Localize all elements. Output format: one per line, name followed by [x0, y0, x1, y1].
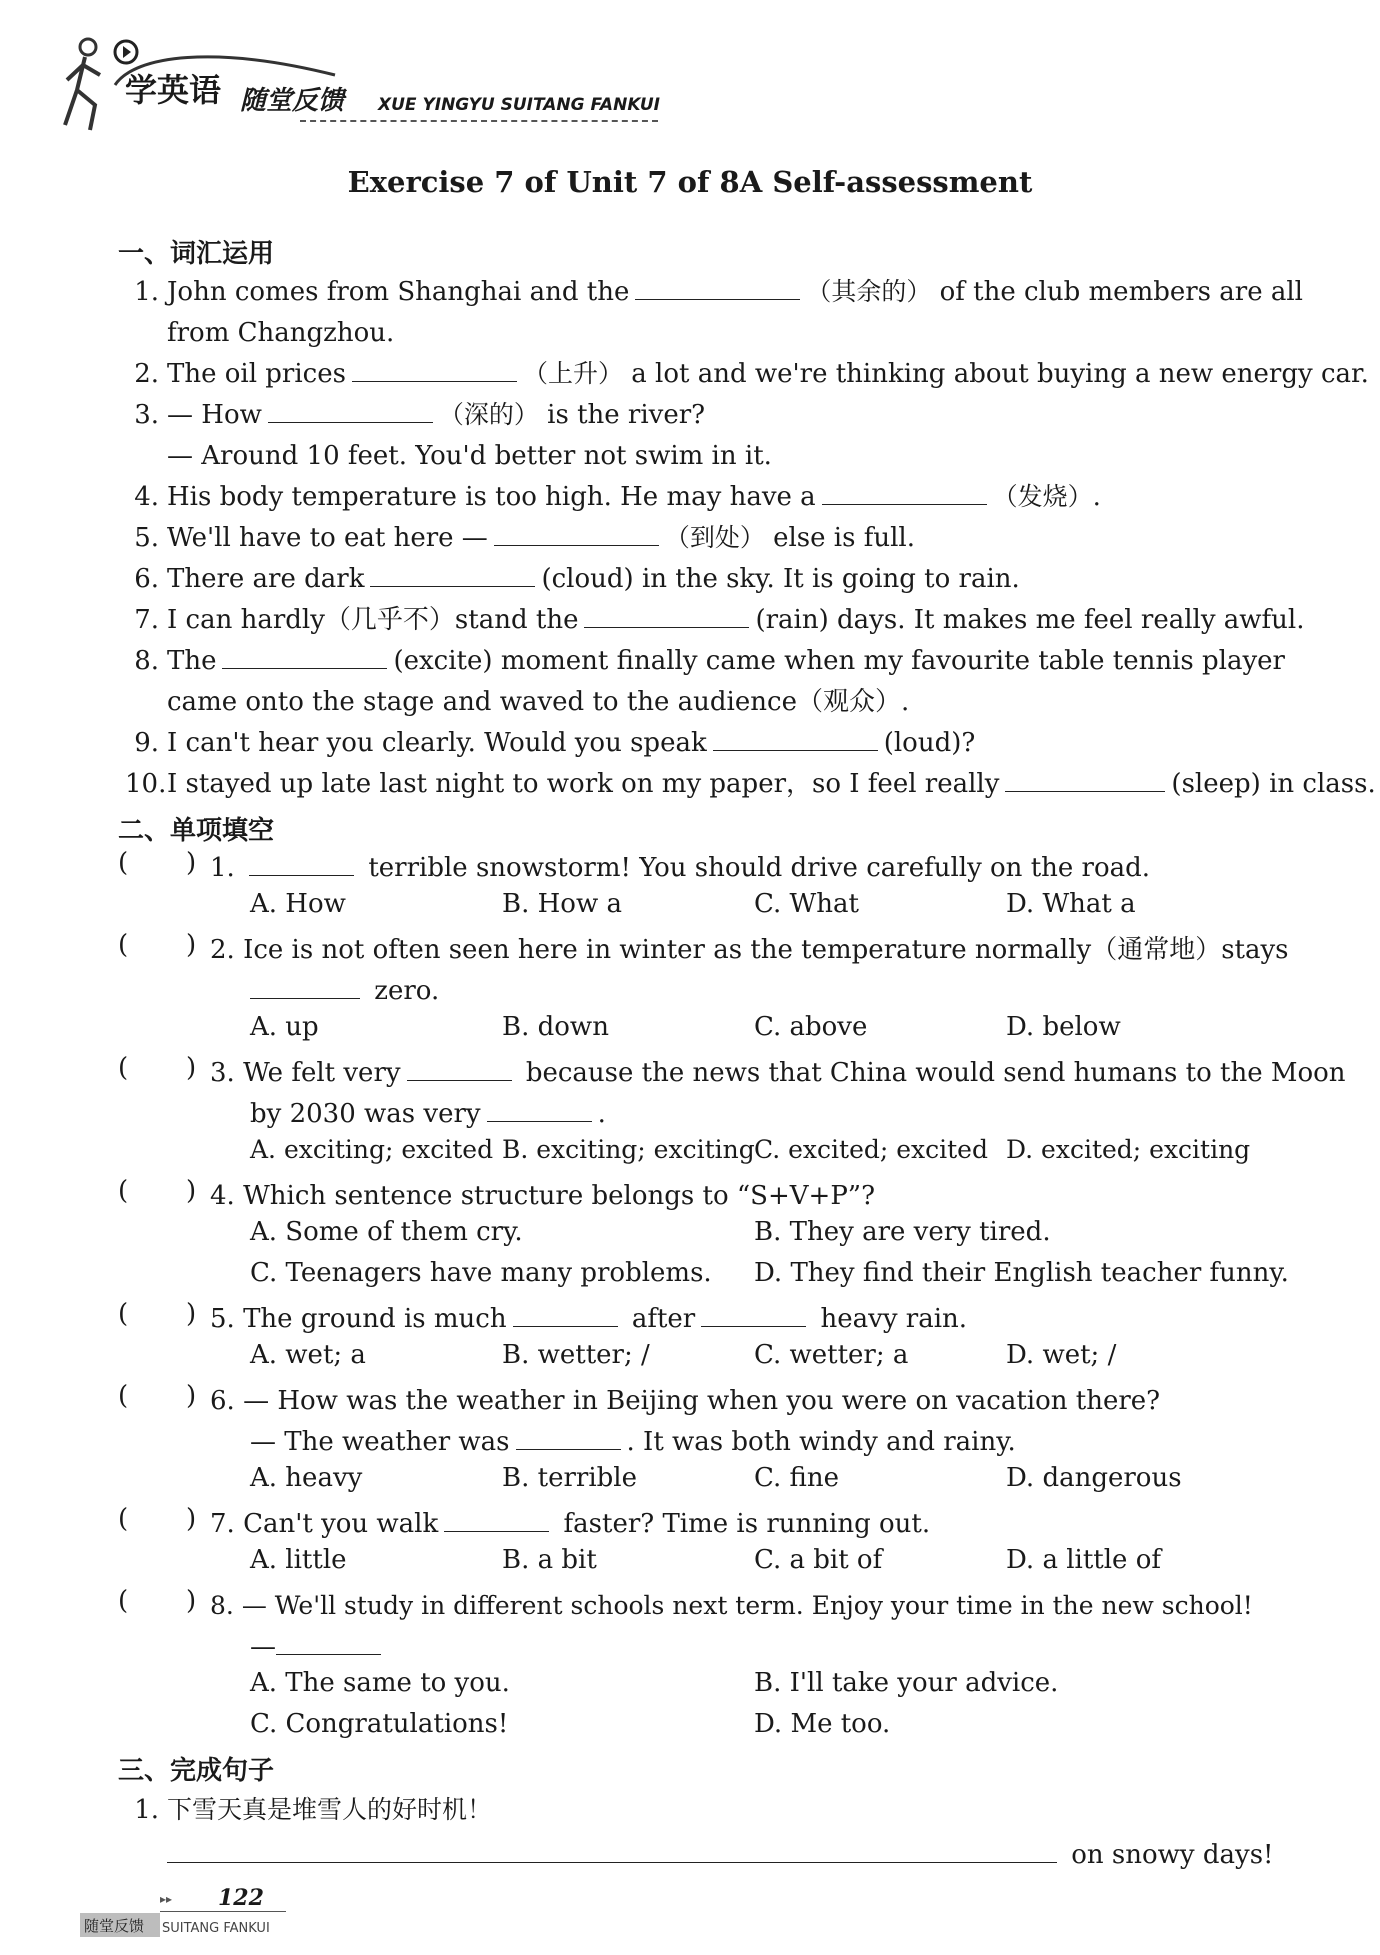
- vocab-item-6: 6. There are dark (cloud) in the sky. It is going to rain.: [125, 559, 1020, 599]
- mc5-option-d[interactable]: D. wet; /: [1006, 1340, 1117, 1370]
- mc-question-2: 2. Ice is not often seen here in winter as the temperature normally（通常地）stays: [210, 935, 1289, 965]
- mc1-option-b[interactable]: B. How a: [502, 889, 622, 919]
- answer-blank[interactable]: [276, 1628, 381, 1655]
- answer-blank[interactable]: [444, 1505, 549, 1532]
- answer-blank[interactable]: [407, 1054, 512, 1081]
- section3-heading: 三、完成句子: [118, 1756, 275, 1786]
- footer-label-cn: 随堂反馈: [84, 1917, 145, 1935]
- vocab-item-3-cont: — Around 10 feet. You'd better not swim in it.: [167, 441, 772, 471]
- mc3-option-c[interactable]: C. excited; excited: [754, 1135, 988, 1164]
- mc-question-3: 3. We felt very because the news that China would send humans to the Moon: [210, 1053, 1346, 1093]
- vocab-item-5: 5. We'll have to eat here — （到处） else is full.: [125, 518, 915, 558]
- mc7-option-d[interactable]: D. a little of: [1006, 1545, 1161, 1575]
- mc8-option-c[interactable]: C. Congratulations!: [250, 1709, 509, 1739]
- mc-question-8: 8. — We'll study in different schools next term. Enjoy your time in the new school!: [210, 1591, 1253, 1620]
- answer-bracket[interactable]: ( ): [118, 848, 197, 878]
- mc2-option-c[interactable]: C. above: [754, 1012, 868, 1042]
- answer-bracket[interactable]: ( ): [118, 1586, 197, 1616]
- mc5-option-c[interactable]: C. wetter; a: [754, 1340, 909, 1370]
- vocab-item-1-cont: from Changzhou.: [167, 318, 395, 348]
- mc6-option-b[interactable]: B. terrible: [502, 1463, 637, 1493]
- mc-question-6-cont: — The weather was . It was both windy and rainy.: [250, 1422, 1016, 1462]
- mc4-option-b[interactable]: B. They are very tired.: [754, 1217, 1051, 1247]
- answer-blank[interactable]: [635, 273, 800, 300]
- page-number: 122: [218, 1885, 264, 1911]
- answer-bracket[interactable]: ( ): [118, 1299, 197, 1329]
- section1-heading: 一、词汇运用: [118, 239, 275, 269]
- mc3-option-d[interactable]: D. excited; exciting: [1006, 1135, 1251, 1164]
- mc7-option-a[interactable]: A. little: [250, 1545, 347, 1575]
- mc4-option-a[interactable]: A. Some of them cry.: [250, 1217, 523, 1247]
- mc6-option-a[interactable]: A. heavy: [250, 1463, 363, 1493]
- mc2-option-b[interactable]: B. down: [502, 1012, 609, 1042]
- mc8-option-d[interactable]: D. Me too.: [754, 1709, 891, 1739]
- mc-question-6: 6. — How was the weather in Beijing when you were on vacation there?: [210, 1386, 1161, 1416]
- answer-blank[interactable]: [268, 396, 433, 423]
- mc3-option-b[interactable]: B. exciting; exciting: [502, 1135, 755, 1164]
- answer-blank[interactable]: [513, 1300, 618, 1327]
- mc-question-4: 4. Which sentence structure belongs to “S+V+P”?: [210, 1181, 876, 1211]
- vocab-item-4: 4. His body temperature is too high. He may have a （发烧）.: [125, 477, 1101, 517]
- page-title: Exercise 7 of Unit 7 of 8A Self-assessment: [347, 165, 1033, 199]
- vocab-item-3: 3. — How （深的） is the river?: [125, 395, 705, 435]
- mc6-option-d[interactable]: D. dangerous: [1006, 1463, 1182, 1493]
- mc1-option-d[interactable]: D. What a: [1006, 889, 1136, 919]
- mc-question-3-cont: by 2030 was very .: [250, 1094, 606, 1134]
- answer-blank[interactable]: [584, 601, 749, 628]
- vocab-item-9: 9. I can't hear you clearly. Would you speak (loud)?: [125, 723, 975, 763]
- header-divider: [300, 120, 658, 122]
- answer-bracket[interactable]: ( ): [118, 1053, 197, 1083]
- arrow-icon: ▸▸: [160, 1892, 173, 1906]
- mc1-option-a[interactable]: A. How: [250, 889, 346, 919]
- answer-bracket[interactable]: ( ): [118, 1381, 197, 1411]
- answer-blank[interactable]: [487, 1095, 592, 1122]
- mc2-option-a[interactable]: A. up: [250, 1012, 319, 1042]
- translate-item-1-answer: on snowy days!: [167, 1835, 1274, 1875]
- footer-label-en: SUITANG FANKUI: [162, 1921, 270, 1936]
- mc-question-7: 7. Can't you walk faster? Time is running out.: [210, 1504, 930, 1544]
- mc-question-1: 1. terrible snowstorm! You should drive carefully on the road.: [210, 848, 1150, 888]
- mc8-option-a[interactable]: A. The same to you.: [250, 1668, 510, 1698]
- answer-blank[interactable]: [250, 972, 360, 999]
- vocab-item-8-cont: came onto the stage and waved to the audience（观众）.: [167, 687, 910, 717]
- vocab-item-1: 1. John comes from Shanghai and the （其余的） of the club members are all: [125, 272, 1303, 312]
- answer-blank[interactable]: [249, 849, 354, 876]
- vocab-item-8: 8. The (excite) moment finally came when my favourite table tennis player: [125, 641, 1285, 681]
- vocab-item-2: 2. The oil prices （上升） a lot and we're thinking about buying a new energy car.: [125, 354, 1369, 394]
- answer-blank[interactable]: [822, 478, 987, 505]
- answer-bracket[interactable]: ( ): [118, 1504, 197, 1534]
- mc5-option-b[interactable]: B. wetter; /: [502, 1340, 650, 1370]
- logo-cn: 学英语: [125, 71, 222, 109]
- answer-blank[interactable]: [713, 724, 878, 751]
- section2-heading: 二、单项填空: [118, 816, 275, 846]
- answer-blank[interactable]: [352, 355, 517, 382]
- vocab-item-10: 10.I stayed up late last night to work on my paper，so I feel really (sleep) in class.: [125, 764, 1376, 804]
- logo-cn-sub: 随堂反馈: [240, 86, 345, 116]
- vocab-item-7: 7. I can hardly（几乎不）stand the (rain) days. It makes me feel really awful.: [125, 600, 1305, 640]
- answer-blank[interactable]: [1005, 765, 1165, 792]
- mc-question-8-cont: —: [250, 1627, 387, 1667]
- mc4-option-d[interactable]: D. They find their English teacher funny.: [754, 1258, 1289, 1288]
- mc-question-5: 5. The ground is much after heavy rain.: [210, 1299, 967, 1339]
- answer-blank[interactable]: [222, 642, 387, 669]
- answer-blank[interactable]: [370, 560, 535, 587]
- mc5-option-a[interactable]: A. wet; a: [250, 1340, 366, 1370]
- mc4-option-c[interactable]: C. Teenagers have many problems.: [250, 1258, 712, 1288]
- answer-line[interactable]: [167, 1836, 1057, 1863]
- mc7-option-b[interactable]: B. a bit: [502, 1545, 597, 1575]
- translate-item-1: 1. 下雪天真是堆雪人的好时机！: [134, 1795, 493, 1825]
- answer-blank[interactable]: [494, 519, 659, 546]
- answer-blank[interactable]: [701, 1300, 806, 1327]
- footer-divider: [160, 1911, 286, 1912]
- mc2-option-d[interactable]: D. below: [1006, 1012, 1121, 1042]
- logo-pinyin: XUE YINGYU SUITANG FANKUI: [378, 95, 661, 115]
- mc6-option-c[interactable]: C. fine: [754, 1463, 839, 1493]
- mc-question-2-cont: zero.: [250, 971, 439, 1011]
- answer-bracket[interactable]: ( ): [118, 1176, 197, 1206]
- mc8-option-b[interactable]: B. I'll take your advice.: [754, 1668, 1059, 1698]
- mc3-option-a[interactable]: A. exciting; excited: [250, 1135, 494, 1164]
- mc7-option-c[interactable]: C. a bit of: [754, 1545, 883, 1575]
- answer-blank[interactable]: [516, 1423, 621, 1450]
- mc1-option-c[interactable]: C. What: [754, 889, 859, 919]
- answer-bracket[interactable]: ( ): [118, 930, 197, 960]
